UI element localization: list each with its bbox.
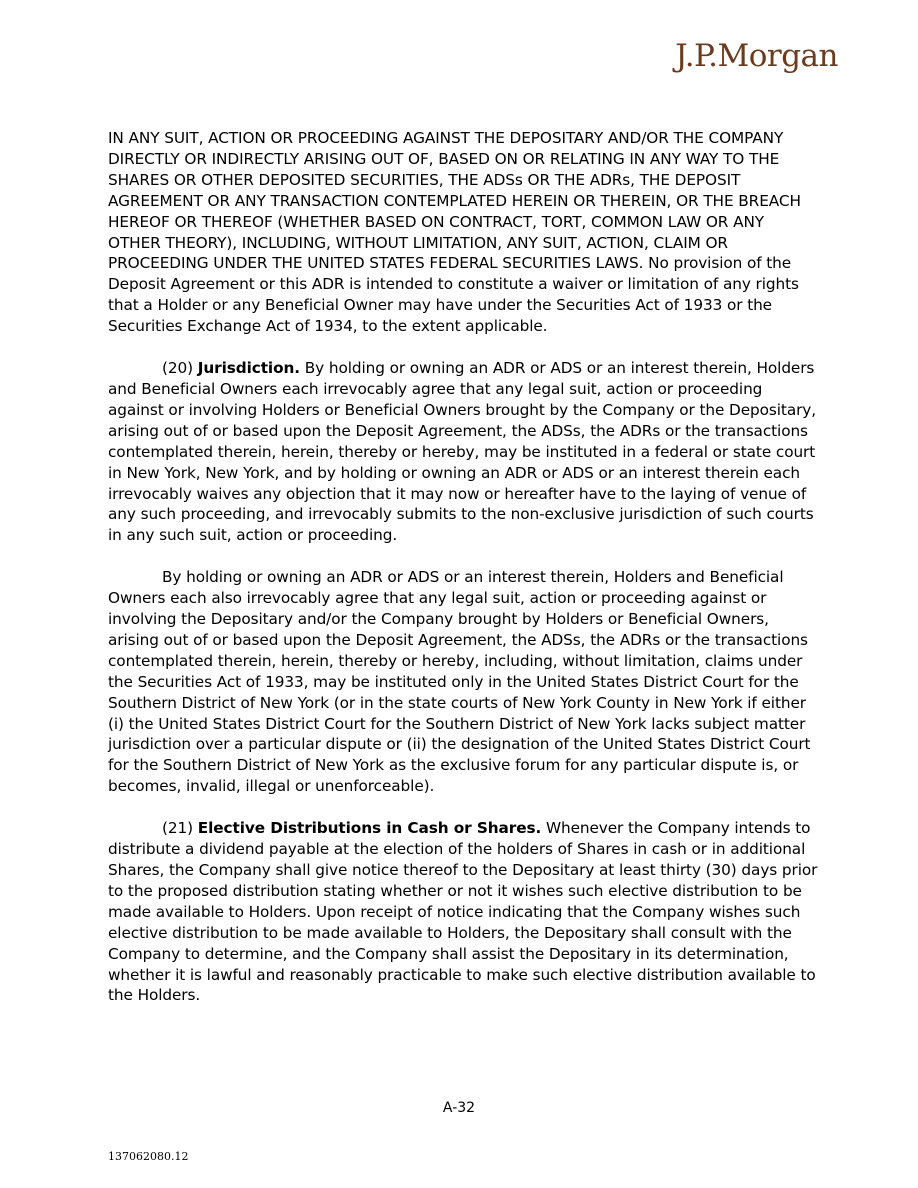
page-number: A-32	[442, 1100, 476, 1116]
paragraph-jurisdiction	[108, 358, 820, 546]
paragraph-waiver-continuation: IN ANY SUIT, ACTION OR PROCEEDING AGAINST THE DEPOSITARY AND/OR THE COMPANY DIRECTLY OR INDIRECTLY ARISING OUT OF, BASED ON OR RELATING IN ANY WAY TO THE SHARES OR OTHER DEPOSITED SECURITIES, THE ADSs OR THE ADRs, THE DEPOSIT AGREEMENT OR ANY TRANSACTION CONTEMPLATED HEREIN OR THEREIN, OR THE BREACH HEREOF OR THEREOF (WHETHER BASED ON CONTRACT, TORT, COMMON LAW OR ANY OTHER THEORY), INCLUDING, WITHOUT LIMITATION, ANY SUIT, ACTION, CLAIM OR PROCEEDING UNDER THE UNITED STATES FEDERAL SECURITIES LAWS. No provision of the Deposit Agreement or this ADR is intended to constitute a waiver or limitation of any rights that a Holder or any Beneficial Owner may have under the Securities Act of 1933 or the Securities Exchange Act of 1934, to the extent applicable.	[108, 129, 801, 336]
paragraph-elective-distributions	[108, 818, 820, 1006]
document-body	[108, 128, 820, 1027]
section-text: By holding or owning an ADR or ADS or an interest therein, Holders and Beneficial Owners each irrevocably agree that any legal suit, action or proceeding against or involving Holders or Beneficial Owners brought by the Company or the Depositary, arising out of or based upon the Deposit Agreement, the ADSs, the ADRs or the transactions contemplated therein, herein, thereby or hereby, may be instituted in a federal or state court in New York, New York, and by holding or owning an ADR or ADS or an interest therein each irrevocably waives any objection that it may now or hereafter have to the laying of venue of any such proceeding, and irrevocably submits to the non-exclusive jurisdiction of such courts in any such suit, action or proceeding.	[108, 359, 816, 545]
section-heading-elective-distributions: Elective Distributions in Cash or Shares.	[197, 819, 542, 838]
section-heading-jurisdiction: Jurisdiction.	[197, 359, 300, 378]
section-text: Whenever the Company intends to distribute a dividend payable at the election of the holders of Shares in cash or in additional Shares, the Company shall give notice thereof to the Depositary at least thirty (30) days prior to the proposed distribution stating whether or not it wishes such elective distribution to be made available to Holders. Upon receipt of notice indicating that the Company wishes such elective distribution to be made available to Holders, the Depositary shall consult with the Company to determine, and the Company shall assist the Depositary in its determination, whether it is lawful and reasonably practicable to make such elective distribution available to the Holders.	[108, 819, 818, 1005]
document-code: 137062080.12	[108, 1150, 189, 1163]
paragraph-exclusive-forum: By holding or owning an ADR or ADS or an interest therein, Holders and Beneficial Owners each also irrevocably agree that any legal suit, action or proceeding against or involving the Depositary and/or the Company brought by Holders or Beneficial Owners, arising out of or based upon the Deposit Agreement, the ADSs, the ADRs or the transactions contemplated therein, herein, thereby or hereby, including, without limitation, claims under the Securities Act of 1933, may be instituted only in the United States District Court for the Southern District of New York (or in the state courts of New York County in New York if either (i) the United States District Court for the Southern District of New York lacks subject matter jurisdiction over a particular dispute or (ii) the designation of the United States District Court for the Southern District of New York as the exclusive forum for any particular dispute is, or becomes, invalid, illegal or unenforceable).	[108, 568, 811, 796]
jpmorgan-logo: J.P.Morgan	[675, 38, 838, 74]
section-number: (21)	[162, 819, 194, 838]
section-number: (20)	[162, 359, 194, 378]
